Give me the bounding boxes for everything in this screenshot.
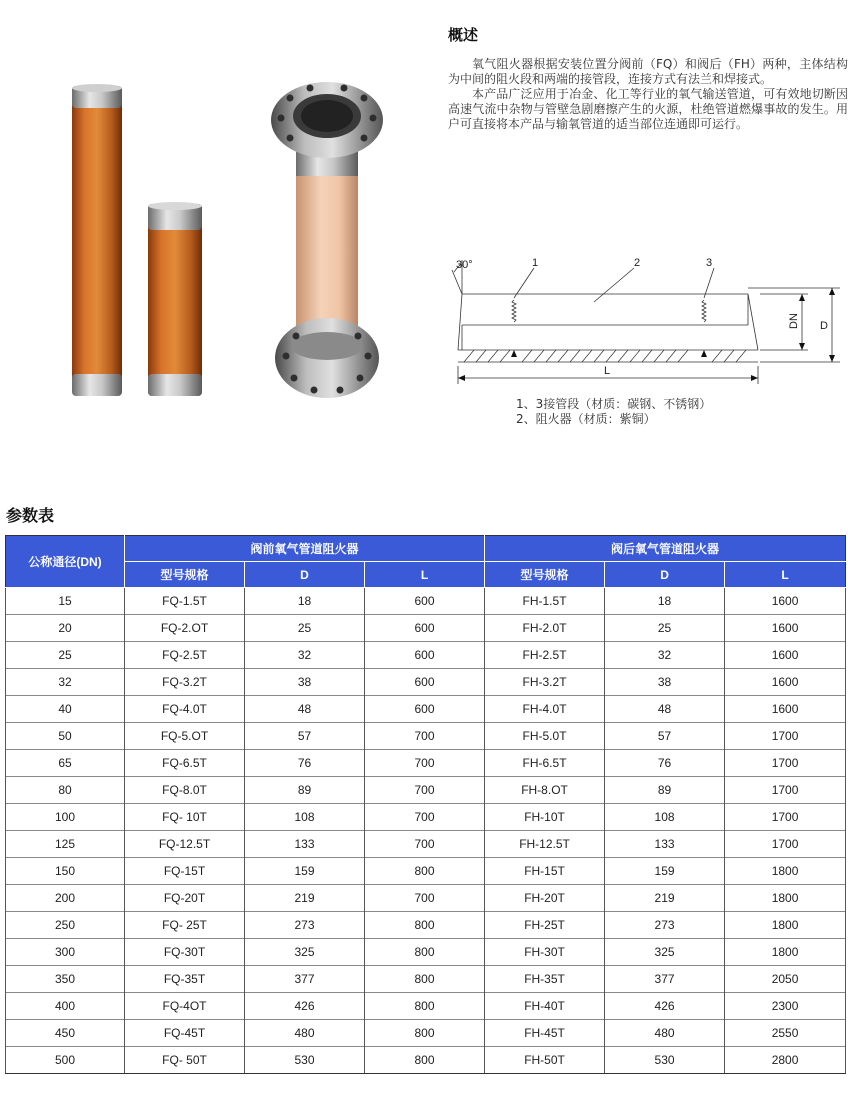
cell-rear-l: 1600	[725, 615, 846, 642]
product-photos	[0, 0, 440, 460]
cell-rear-model: FH-25T	[485, 912, 605, 939]
cell-nominal-diameter: 125	[6, 831, 125, 858]
cell-rear-model: FH-45T	[485, 1020, 605, 1047]
cell-front-model: FQ-45T	[125, 1020, 245, 1047]
flanged-arrestor-photo	[271, 82, 383, 398]
cell-front-l: 800	[365, 993, 485, 1020]
cell-rear-l: 1800	[725, 858, 846, 885]
cell-front-l: 800	[365, 858, 485, 885]
cell-nominal-diameter: 100	[6, 804, 125, 831]
cell-front-d: 18	[245, 588, 365, 615]
cell-rear-d: 159	[605, 858, 725, 885]
cell-rear-model: FH-20T	[485, 885, 605, 912]
cell-rear-l: 1700	[725, 777, 846, 804]
cell-front-d: 273	[245, 912, 365, 939]
cell-front-d: 32	[245, 642, 365, 669]
cell-rear-model: FH-40T	[485, 993, 605, 1020]
cell-nominal-diameter: 80	[6, 777, 125, 804]
cell-front-l: 600	[365, 588, 485, 615]
cell-rear-l: 2050	[725, 966, 846, 993]
cell-front-d: 325	[245, 939, 365, 966]
cell-rear-l: 1600	[725, 588, 846, 615]
welded-arrestor-long-photo	[72, 84, 122, 396]
table-row	[6, 966, 846, 993]
cell-rear-model: FH-1.5T	[485, 588, 605, 615]
overview-paragraph-1: 氧气阻火器根据安装位置分阀前（FQ）和阀后（FH）两种，主体结构为中间的阻火段和两端的接管段，连接方式有法兰和焊接式。	[448, 57, 848, 86]
cell-front-d: 480	[245, 1020, 365, 1047]
cell-front-l: 800	[365, 1020, 485, 1047]
cell-rear-d: 325	[605, 939, 725, 966]
cell-rear-model: FH-5.0T	[485, 723, 605, 750]
legend-line-2: 2、阻火器（材质：紫铜）	[516, 412, 656, 426]
table-row	[6, 696, 846, 723]
cell-front-l: 600	[365, 642, 485, 669]
cell-rear-l: 2550	[725, 1020, 846, 1047]
cell-front-d: 377	[245, 966, 365, 993]
cell-rear-model: FH-30T	[485, 939, 605, 966]
cell-rear-d: 273	[605, 912, 725, 939]
cell-front-model: FQ- 50T	[125, 1047, 245, 1074]
table-row	[6, 804, 846, 831]
cell-rear-model: FH-2.0T	[485, 615, 605, 642]
diagram-dn-label: DN	[788, 313, 800, 329]
cell-front-model: FQ-2.OT	[125, 615, 245, 642]
cell-rear-model: FH-10T	[485, 804, 605, 831]
cell-rear-model: FH-50T	[485, 1047, 605, 1074]
cell-rear-d: 89	[605, 777, 725, 804]
cell-rear-l: 1700	[725, 831, 846, 858]
cell-rear-model: FH-2.5T	[485, 642, 605, 669]
cell-front-model: FQ-20T	[125, 885, 245, 912]
cell-rear-d: 32	[605, 642, 725, 669]
cell-front-l: 600	[365, 669, 485, 696]
cell-rear-d: 38	[605, 669, 725, 696]
table-row	[6, 723, 846, 750]
cell-front-l: 700	[365, 723, 485, 750]
cell-nominal-diameter: 250	[6, 912, 125, 939]
cell-nominal-diameter: 15	[6, 588, 125, 615]
cell-rear-l: 1600	[725, 642, 846, 669]
legend-line-1: 1、3接管段（材质：碳钢、不锈钢）	[516, 397, 712, 411]
cell-rear-d: 76	[605, 750, 725, 777]
cell-front-l: 600	[365, 696, 485, 723]
cell-rear-l: 1700	[725, 804, 846, 831]
table-row	[6, 993, 846, 1020]
cell-front-l: 800	[365, 1047, 485, 1074]
cell-front-d: 426	[245, 993, 365, 1020]
table-row	[6, 669, 846, 696]
cell-rear-d: 57	[605, 723, 725, 750]
cell-rear-d: 426	[605, 993, 725, 1020]
cell-nominal-diameter: 50	[6, 723, 125, 750]
overview-paragraph-2: 本产品广泛应用于冶金、化工等行业的氧气输送管道，可有效地切断因高速气流中杂物与管壁急剧磨擦产生的火源，杜绝管道燃爆事故的发生。用户可直接将本产品与输氧管道的适当部位连通即可运行。	[448, 87, 848, 131]
cell-rear-l: 1700	[725, 750, 846, 777]
cell-front-model: FQ-4.0T	[125, 696, 245, 723]
table-row	[6, 912, 846, 939]
overview-section	[448, 24, 848, 132]
cell-rear-d: 480	[605, 1020, 725, 1047]
table-row	[6, 750, 846, 777]
cell-rear-model: FH-3.2T	[485, 669, 605, 696]
header-group-rear: 阀后氧气管道阻火器	[485, 536, 846, 562]
cell-rear-d: 377	[605, 966, 725, 993]
cell-front-l: 800	[365, 912, 485, 939]
header-front-model: 型号规格	[125, 562, 245, 588]
table-row	[6, 1047, 846, 1074]
diagram-l-label: L	[604, 365, 611, 377]
cell-rear-model: FH-35T	[485, 966, 605, 993]
cell-front-model: FQ-4OT	[125, 993, 245, 1020]
cell-front-model: FQ-30T	[125, 939, 245, 966]
diagram-d-label: D	[820, 320, 828, 332]
cell-front-d: 89	[245, 777, 365, 804]
cell-rear-model: FH-8.OT	[485, 777, 605, 804]
cell-front-l: 700	[365, 831, 485, 858]
cell-nominal-diameter: 32	[6, 669, 125, 696]
cell-nominal-diameter: 150	[6, 858, 125, 885]
cell-rear-l: 1700	[725, 723, 846, 750]
cell-front-model: FQ-8.0T	[125, 777, 245, 804]
cell-rear-d: 219	[605, 885, 725, 912]
cell-front-d: 133	[245, 831, 365, 858]
cell-front-model: FQ-3.2T	[125, 669, 245, 696]
cell-nominal-diameter: 40	[6, 696, 125, 723]
table-row	[6, 939, 846, 966]
table-row	[6, 1020, 846, 1047]
cell-front-model: FQ-35T	[125, 966, 245, 993]
cell-nominal-diameter: 20	[6, 615, 125, 642]
cell-front-model: FQ-15T	[125, 858, 245, 885]
diagram-angle-label: 30°	[456, 259, 473, 271]
cell-rear-l: 1800	[725, 912, 846, 939]
cell-rear-model: FH-15T	[485, 858, 605, 885]
parameter-table-body	[6, 588, 846, 1074]
parameter-table	[5, 535, 846, 1074]
welded-arrestor-short-photo	[148, 202, 202, 396]
cell-front-l: 700	[365, 804, 485, 831]
cell-front-l: 700	[365, 885, 485, 912]
cell-front-d: 108	[245, 804, 365, 831]
cell-rear-l: 2800	[725, 1047, 846, 1074]
header-front-d: D	[245, 562, 365, 588]
cell-rear-l: 1600	[725, 669, 846, 696]
cell-front-model: FQ-1.5T	[125, 588, 245, 615]
header-rear-d: D	[605, 562, 725, 588]
cell-rear-l: 1800	[725, 939, 846, 966]
cell-front-d: 25	[245, 615, 365, 642]
cell-front-model: FQ-2.5T	[125, 642, 245, 669]
cell-front-l: 800	[365, 966, 485, 993]
cell-rear-l: 1800	[725, 885, 846, 912]
cell-nominal-diameter: 400	[6, 993, 125, 1020]
cell-front-model: FQ-5.OT	[125, 723, 245, 750]
cell-rear-l: 2300	[725, 993, 846, 1020]
cell-front-d: 159	[245, 858, 365, 885]
cell-front-model: FQ-6.5T	[125, 750, 245, 777]
diagram-label-3: 3	[706, 257, 713, 269]
cell-front-d: 76	[245, 750, 365, 777]
diagram-label-2: 2	[634, 257, 641, 269]
cell-rear-d: 133	[605, 831, 725, 858]
header-group-front: 阀前氧气管道阻火器	[125, 536, 485, 562]
table-row	[6, 777, 846, 804]
header-front-l: L	[365, 562, 485, 588]
cell-rear-model: FH-12.5T	[485, 831, 605, 858]
cell-front-d: 57	[245, 723, 365, 750]
cell-front-l: 700	[365, 777, 485, 804]
cell-front-l: 800	[365, 939, 485, 966]
cell-front-d: 219	[245, 885, 365, 912]
table-row	[6, 615, 846, 642]
cell-rear-d: 25	[605, 615, 725, 642]
cell-nominal-diameter: 500	[6, 1047, 125, 1074]
cell-rear-model: FH-4.0T	[485, 696, 605, 723]
cell-rear-d: 48	[605, 696, 725, 723]
table-row	[6, 885, 846, 912]
cell-front-model: FQ-12.5T	[125, 831, 245, 858]
cell-rear-d: 530	[605, 1047, 725, 1074]
cell-nominal-diameter: 350	[6, 966, 125, 993]
table-row	[6, 858, 846, 885]
cell-nominal-diameter: 300	[6, 939, 125, 966]
cell-nominal-diameter: 25	[6, 642, 125, 669]
table-row	[6, 831, 846, 858]
cell-front-l: 700	[365, 750, 485, 777]
parameter-table-title: 参数表	[6, 506, 55, 525]
table-row	[6, 642, 846, 669]
diagram-legend	[516, 397, 711, 427]
cell-front-model: FQ- 10T	[125, 804, 245, 831]
cell-front-l: 600	[365, 615, 485, 642]
header-rear-model: 型号规格	[485, 562, 605, 588]
cell-front-model: FQ- 25T	[125, 912, 245, 939]
cell-front-d: 48	[245, 696, 365, 723]
cell-nominal-diameter: 200	[6, 885, 125, 912]
cell-rear-d: 108	[605, 804, 725, 831]
cell-rear-model: FH-6.5T	[485, 750, 605, 777]
cell-front-d: 38	[245, 669, 365, 696]
cell-front-d: 530	[245, 1047, 365, 1074]
cell-rear-d: 18	[605, 588, 725, 615]
header-rear-l: L	[725, 562, 846, 588]
diagram-label-1: 1	[532, 257, 539, 269]
header-nominal-diameter: 公称通径(DN)	[6, 536, 125, 588]
cell-nominal-diameter: 450	[6, 1020, 125, 1047]
table-row	[6, 588, 846, 615]
overview-heading: 概述	[448, 26, 479, 44]
cell-nominal-diameter: 65	[6, 750, 125, 777]
cell-rear-l: 1600	[725, 696, 846, 723]
